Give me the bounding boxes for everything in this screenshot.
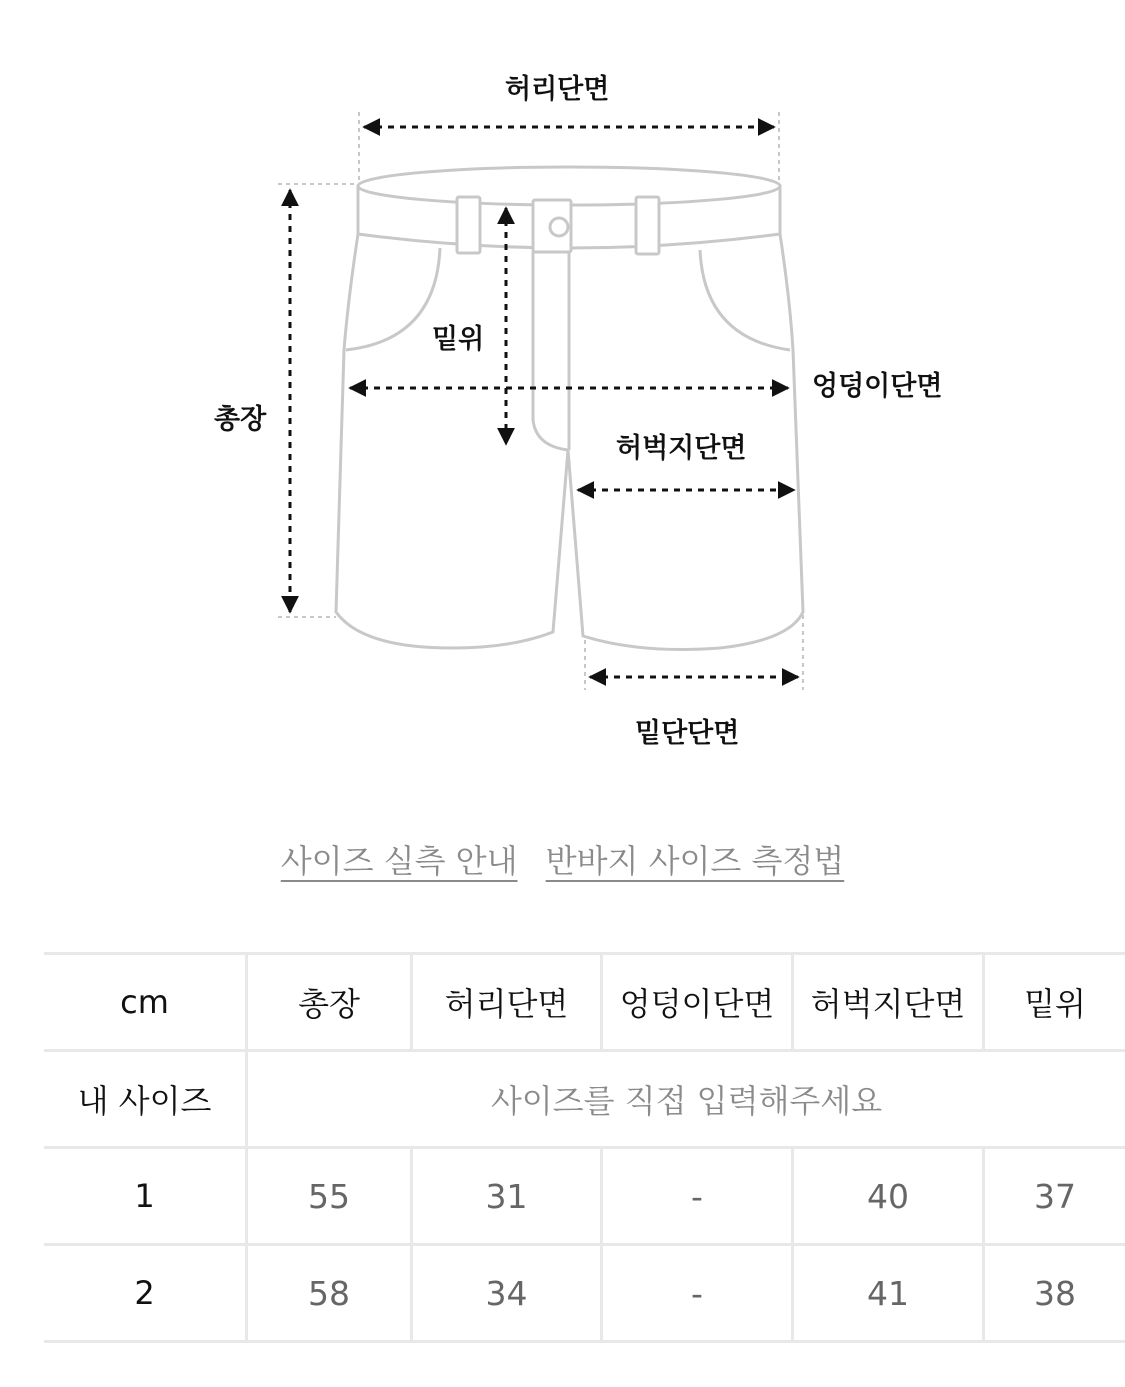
cell-total-length: 58	[245, 1243, 410, 1343]
label-waist: 허리단면	[505, 74, 610, 105]
cell-rise: 38	[982, 1243, 1125, 1343]
size-table	[44, 952, 1125, 1343]
cell-waist: 31	[410, 1146, 600, 1243]
header-hip: 엉덩이단면	[600, 952, 791, 1049]
label-total-length: 총장	[214, 404, 267, 435]
measure-guide-link[interactable]: 반바지 사이즈 측정법	[545, 842, 845, 880]
cell-total-length: 55	[245, 1146, 410, 1243]
label-rise: 밑위	[432, 324, 485, 355]
cell-thigh: 41	[791, 1243, 982, 1343]
table-row	[44, 1243, 1125, 1343]
cell-thigh: 40	[791, 1146, 982, 1243]
my-size-input[interactable]: 사이즈를 직접 입력해주세요	[245, 1049, 1125, 1146]
cell-hip: -	[600, 1146, 791, 1243]
label-thigh: 허벅지단면	[616, 433, 747, 464]
label-hem: 밑단단면	[635, 718, 740, 749]
table-header-row	[44, 952, 1125, 1049]
shorts-outline	[336, 167, 803, 650]
table-row	[44, 1146, 1125, 1243]
my-size-label: 내 사이즈	[44, 1049, 245, 1146]
my-size-row	[44, 1049, 1125, 1146]
guide-links	[0, 836, 1125, 882]
header-unit: cm	[44, 952, 245, 1049]
header-thigh: 허벅지단면	[791, 952, 982, 1049]
size-label: 2	[44, 1243, 245, 1343]
size-label: 1	[44, 1146, 245, 1243]
header-total-length: 총장	[245, 952, 410, 1049]
label-hip: 엉덩이단면	[812, 371, 943, 402]
cell-rise: 37	[982, 1146, 1125, 1243]
cell-hip: -	[600, 1243, 791, 1343]
size-guide-link[interactable]: 사이즈 실측 안내	[280, 842, 518, 880]
cell-waist: 34	[410, 1243, 600, 1343]
header-waist: 허리단면	[410, 952, 600, 1049]
header-rise: 밑위	[982, 952, 1125, 1049]
